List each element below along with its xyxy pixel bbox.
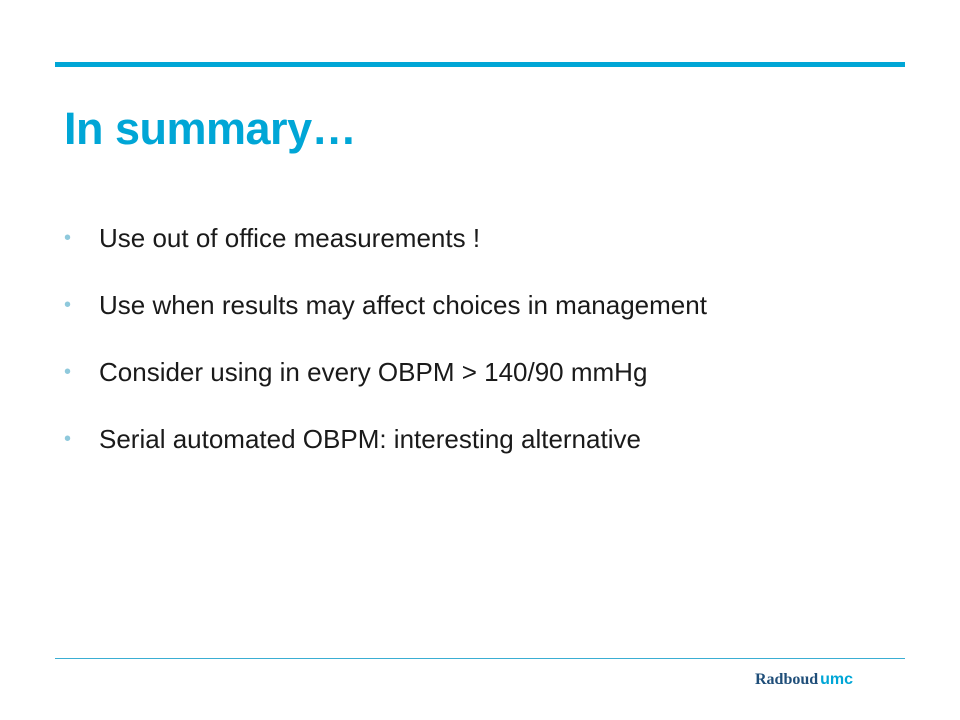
bullet-item bbox=[64, 223, 707, 290]
bullet-icon: • bbox=[64, 361, 72, 383]
bullet-list bbox=[64, 223, 707, 491]
bullet-icon: • bbox=[64, 428, 72, 450]
radboudumc-logo bbox=[755, 671, 853, 689]
slide-title: In summary… bbox=[64, 103, 357, 154]
bullet-item bbox=[64, 290, 707, 357]
bullet-icon: • bbox=[64, 227, 72, 249]
bullet-text: Use out of office measurements ! bbox=[99, 223, 481, 253]
bullet-text: Serial automated OBPM: interesting alternative bbox=[99, 424, 641, 454]
bullet-item bbox=[64, 424, 707, 491]
bullet-text: Consider using in every OBPM > 140/90 mmHg bbox=[99, 357, 648, 387]
bullet-text: Use when results may affect choices in management bbox=[99, 290, 707, 320]
bullet-item bbox=[64, 357, 707, 424]
top-divider bbox=[55, 62, 905, 67]
bullet-icon: • bbox=[64, 294, 72, 316]
bottom-divider bbox=[55, 658, 905, 659]
logo-name: Radboud bbox=[755, 671, 819, 688]
logo-suffix: umc bbox=[820, 671, 854, 688]
